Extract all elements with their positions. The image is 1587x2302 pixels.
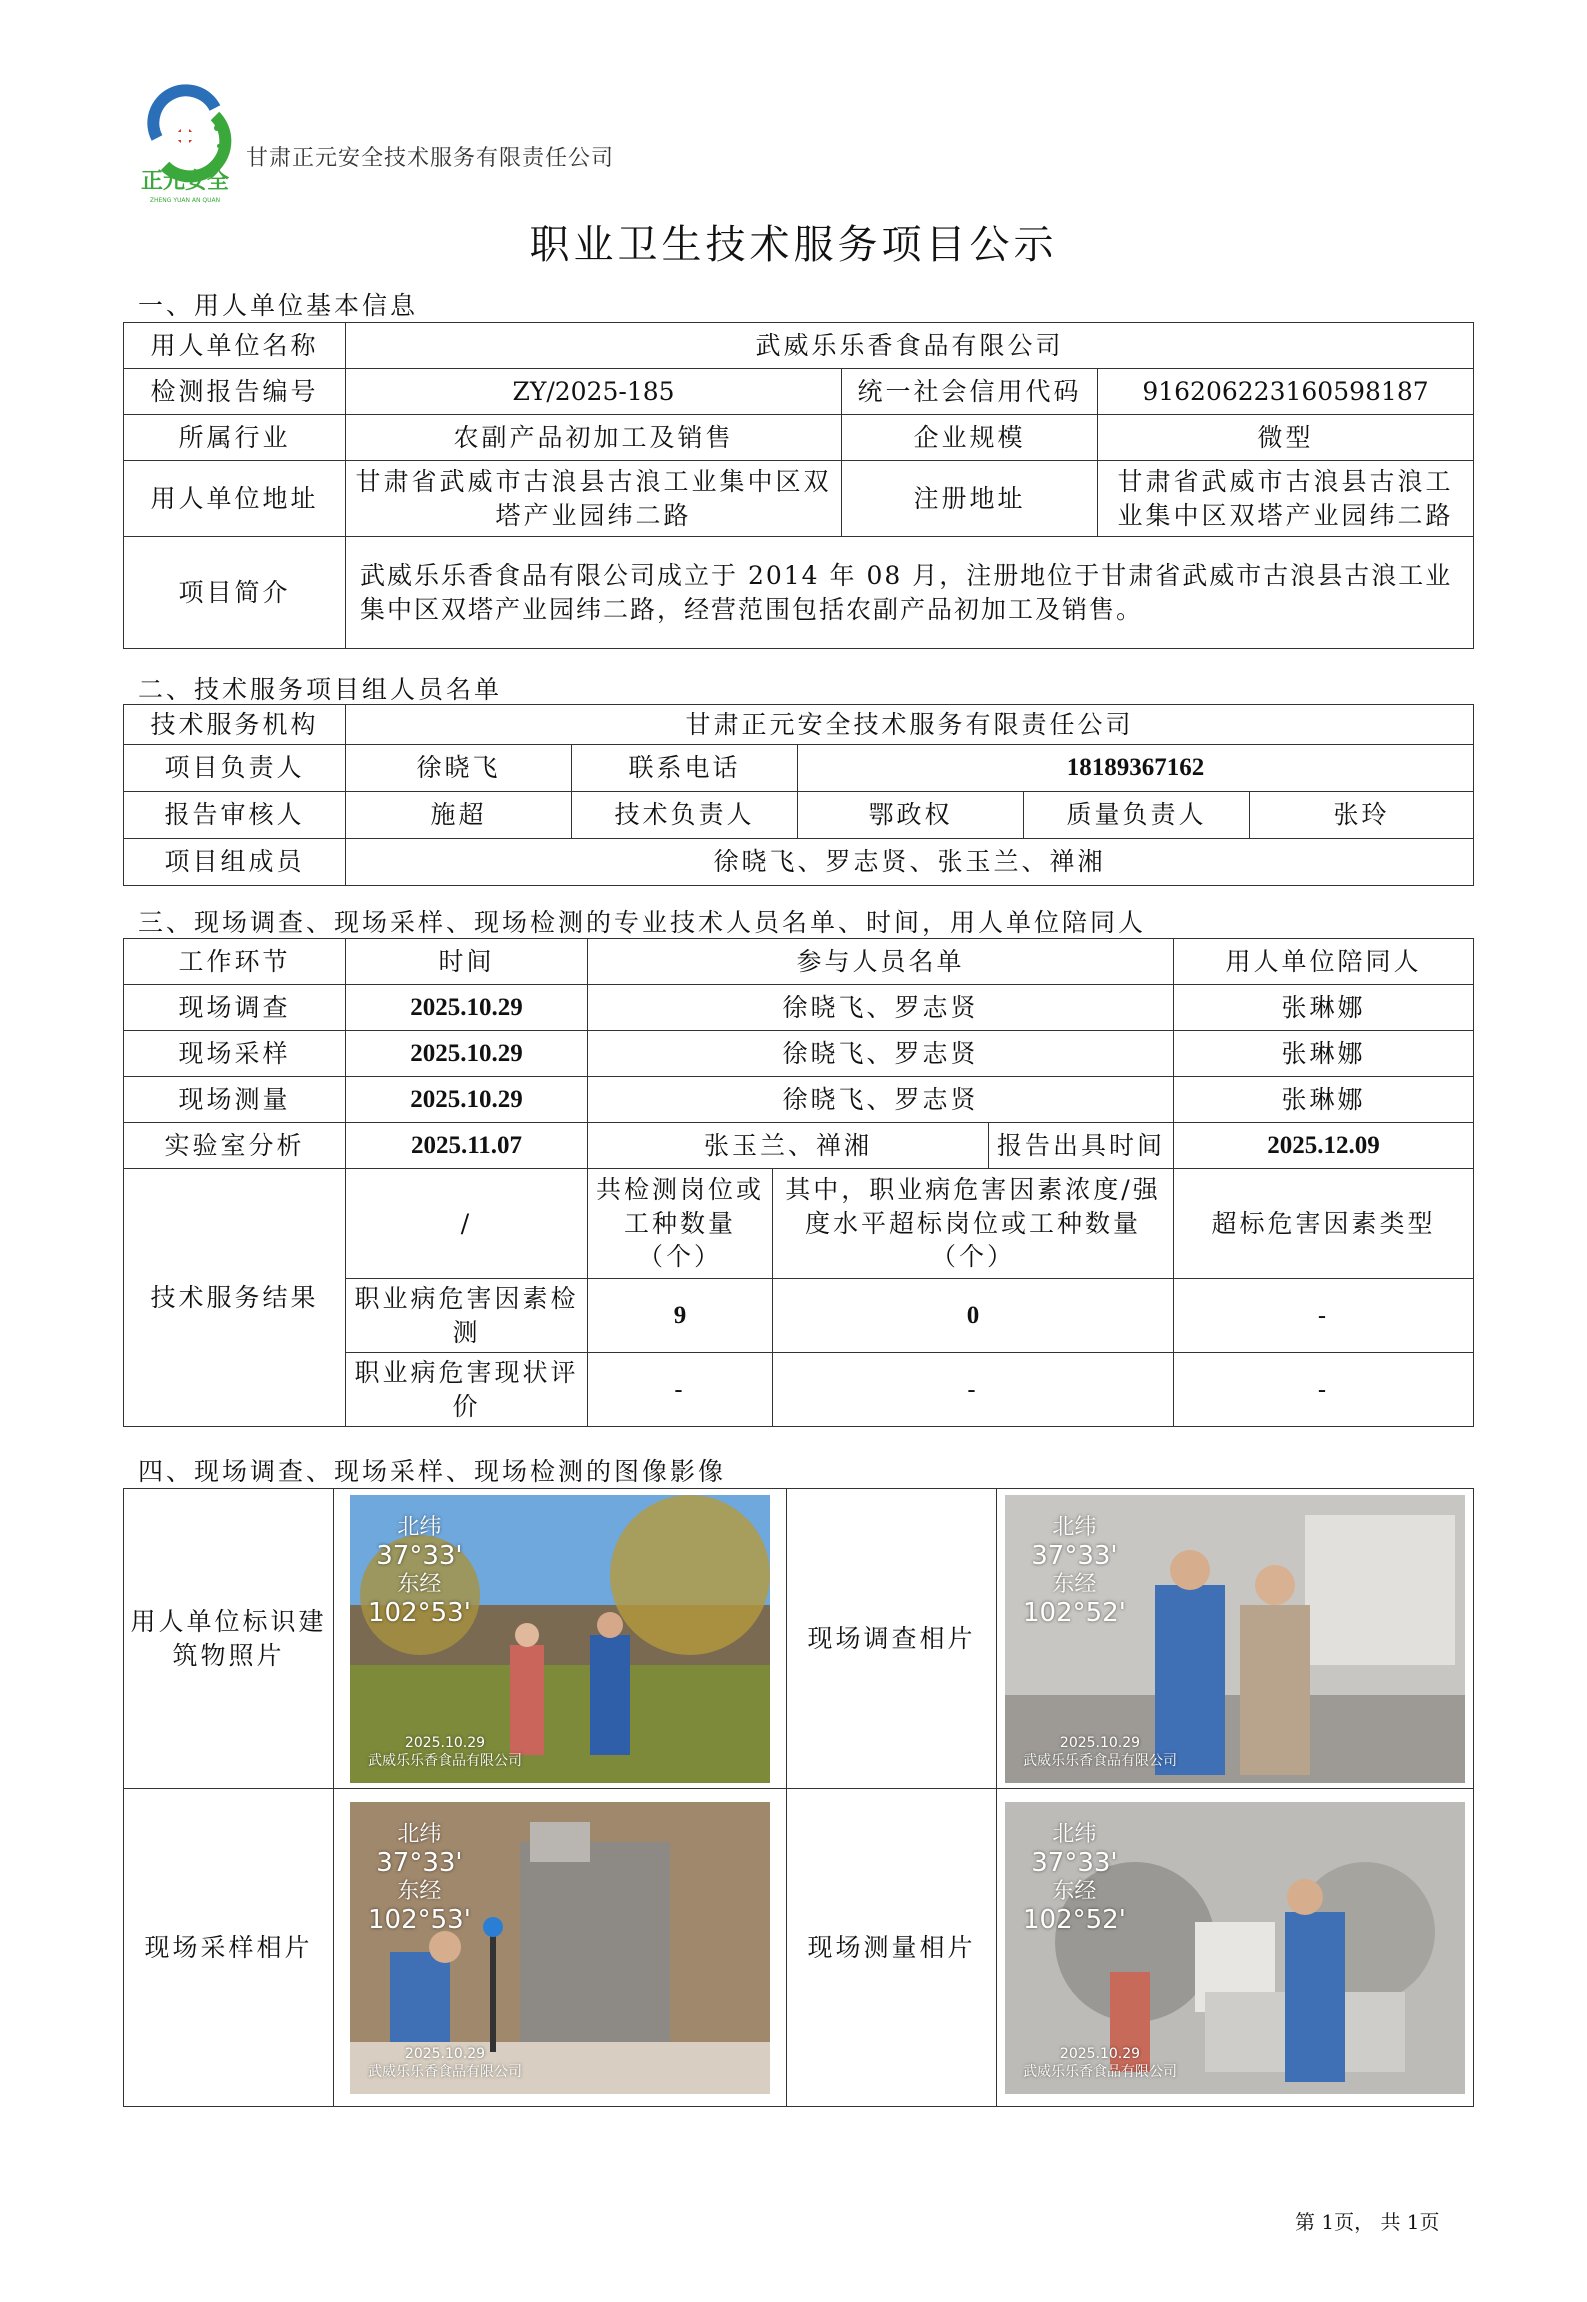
escort-cell: 张琳娜 [1174, 985, 1474, 1031]
table-row [124, 985, 1474, 1031]
photo-table [123, 1488, 1474, 2107]
stamp-lat: 37°33' [1031, 1847, 1118, 1878]
sampling-photo [350, 1802, 770, 2094]
lab-stage: 实验室分析 [124, 1123, 346, 1169]
people-cell: 徐晓飞、罗志贤 [588, 985, 1174, 1031]
company-name-header: 甘肃正元安全技术服务有限责任公司 [246, 146, 615, 171]
stamp-lat: 37°33' [376, 1847, 463, 1878]
tech-lead-value: 鄂政权 [798, 792, 1024, 839]
leader-label: 项目负责人 [124, 745, 346, 792]
page-number: 第 1页， 共 1页 [1295, 2210, 1440, 2234]
col-escort: 用人单位陪同人 [1174, 939, 1474, 985]
escort-cell: 张琳娜 [1174, 1077, 1474, 1123]
stamp-company: 武威乐乐香食品有限公司 [1023, 1753, 1177, 1770]
result-types: - [1174, 1353, 1474, 1427]
photo-label: 现场采样相片 [124, 1789, 334, 2107]
section-3-heading: 三、现场调查、现场采样、现场检测的专业技术人员名单、时间，用人单位陪同人 [138, 908, 1147, 937]
people-cell: 徐晓飞、罗志贤 [588, 1031, 1174, 1077]
leader-value: 徐晓飞 [346, 745, 572, 792]
stage-cell: 现场测量 [124, 1077, 346, 1123]
reg-address-label: 注册地址 [842, 461, 1098, 537]
report-time-label: 报告出具时间 [989, 1123, 1174, 1169]
result-col-types: 超标危害因素类型 [1174, 1169, 1474, 1279]
result-count: - [588, 1353, 773, 1427]
col-people: 参与人员名单 [588, 939, 1174, 985]
address-value: 甘肃省武威市古浪县古浪工业集中区双塔产业园纬二路 [346, 461, 842, 537]
result-label: 技术服务结果 [124, 1169, 346, 1427]
stamp-lat-label: 北纬 [1052, 1514, 1097, 1540]
reviewer-value: 施超 [346, 792, 572, 839]
quality-lead-label: 质量负责人 [1024, 792, 1250, 839]
unit-name-value: 武威乐乐香食品有限公司 [346, 323, 1474, 369]
result-col-count: 共检测岗位或工种数量（个） [588, 1169, 773, 1279]
stamp-lat: 37°33' [1031, 1540, 1118, 1571]
section-2-heading: 二、技术服务项目组人员名单 [138, 675, 503, 704]
report-no-label: 检测报告编号 [124, 369, 346, 415]
stamp-company: 武威乐乐香食品有限公司 [368, 2064, 522, 2081]
people-cell: 徐晓飞、罗志贤 [588, 1077, 1174, 1123]
industry-value: 农副产品初加工及销售 [346, 415, 842, 461]
reg-address-value: 甘肃省武威市古浪县古浪工业集中区双塔产业园纬二路 [1098, 461, 1474, 537]
stamp-lon: 102°53' [368, 1598, 471, 1629]
company-logo-icon [135, 78, 235, 208]
scale-value: 微型 [1098, 415, 1474, 461]
unit-name-label: 用人单位名称 [124, 323, 346, 369]
credit-code-value: 91620622316059818​7 [1098, 369, 1474, 415]
intro-value: 武威乐乐香食品有限公司成立于 2014 年 08 月，注册地位于甘肃省武威市古浪县古浪工业集中区双塔产业园纬二路，经营范围包括农副产品初加工及销售。 [346, 537, 1474, 649]
result-col-exceed: 其中，职业病危害因素浓度/强度水平超标岗位或工种数量（个） [773, 1169, 1174, 1279]
members-value: 徐晓飞、罗志贤、张玉兰、禅湘 [346, 839, 1474, 886]
table-row [124, 1123, 1474, 1169]
industry-label: 所属行业 [124, 415, 346, 461]
page-title: 职业卫生技术服务项目公示 [529, 222, 1058, 268]
stamp-lat-label: 北纬 [1052, 1821, 1097, 1847]
basic-info-table [123, 322, 1474, 649]
survey-photo [1005, 1495, 1465, 1783]
report-time-value: 2025.12.09 [1174, 1123, 1474, 1169]
result-item: 职业病危害因素检测 [346, 1279, 588, 1353]
section-1-heading: 一、用人单位基本信息 [138, 291, 419, 320]
quality-lead-value: 张玲 [1250, 792, 1474, 839]
stamp-lon-label: 东经 [1052, 1879, 1097, 1905]
result-types: - [1174, 1279, 1474, 1353]
credit-code-label: 统一社会信用代码 [842, 369, 1098, 415]
time-cell: 2025.10.29 [346, 985, 588, 1031]
scale-label: 企业规模 [842, 415, 1098, 461]
address-label: 用人单位地址 [124, 461, 346, 537]
tech-lead-label: 技术负责人 [572, 792, 798, 839]
fieldwork-table [123, 938, 1474, 1427]
col-stage: 工作环节 [124, 939, 346, 985]
stamp-lon: 102°52' [1023, 1905, 1126, 1936]
stamp-company: 武威乐乐香食品有限公司 [368, 1753, 522, 1770]
stamp-lat-label: 北纬 [397, 1514, 442, 1540]
time-cell: 2025.10.29 [346, 1031, 588, 1077]
photo-label: 现场调查相片 [787, 1489, 997, 1789]
result-exceed: 0 [773, 1279, 1174, 1353]
team-table [123, 704, 1474, 886]
stamp-lon-label: 东经 [1052, 1572, 1097, 1598]
org-value: 甘肃正元安全技术服务有限责任公司 [346, 705, 1474, 745]
section-4-heading: 四、现场调查、现场采样、现场检测的图像影像 [138, 1457, 727, 1486]
phone-value: 18189367162 [798, 745, 1474, 792]
stamp-date: 2025.10.29 [1059, 2046, 1141, 2063]
lab-time: 2025.11.07 [346, 1123, 588, 1169]
stage-cell: 现场调查 [124, 985, 346, 1031]
result-count: 9 [588, 1279, 773, 1353]
result-item: 职业病危害现状评价 [346, 1353, 588, 1427]
stamp-date: 2025.10.29 [1059, 1735, 1141, 1752]
building-photo [350, 1495, 770, 1783]
stamp-lon: 102°53' [368, 1905, 471, 1936]
logo-pinyin: ZHENG YUAN AN QUAN [149, 197, 221, 204]
result-exceed: - [773, 1353, 1174, 1427]
page-header [135, 78, 835, 218]
phone-label: 联系电话 [572, 745, 798, 792]
reviewer-label: 报告审核人 [124, 792, 346, 839]
escort-cell: 张琳娜 [1174, 1031, 1474, 1077]
table-row [124, 1031, 1474, 1077]
stamp-company: 武威乐乐香食品有限公司 [1023, 2064, 1177, 2081]
col-time: 时间 [346, 939, 588, 985]
photo-label: 用人单位标识建筑物照片 [124, 1489, 334, 1789]
stamp-lon: 102°52' [1023, 1598, 1126, 1629]
photo-label: 现场测量相片 [787, 1789, 997, 2107]
stage-cell: 现场采样 [124, 1031, 346, 1077]
logo-text: 正元安全 [140, 169, 230, 194]
stamp-lat-label: 北纬 [397, 1821, 442, 1847]
lab-people: 张玉兰、禅湘 [588, 1123, 989, 1169]
time-cell: 2025.10.29 [346, 1077, 588, 1123]
stamp-lon-label: 东经 [397, 1879, 442, 1905]
measurement-photo [1005, 1802, 1465, 2094]
org-label: 技术服务机构 [124, 705, 346, 745]
stamp-date: 2025.10.29 [404, 2046, 486, 2063]
stamp-lon-label: 东经 [397, 1572, 442, 1598]
intro-label: 项目简介 [124, 537, 346, 649]
result-slash: / [346, 1169, 588, 1279]
stamp-date: 2025.10.29 [404, 1735, 486, 1752]
table-row [124, 1077, 1474, 1123]
members-label: 项目组成员 [124, 839, 346, 886]
report-no-value: ZY/2025-185 [346, 369, 842, 415]
stamp-lat: 37°33' [376, 1540, 463, 1571]
